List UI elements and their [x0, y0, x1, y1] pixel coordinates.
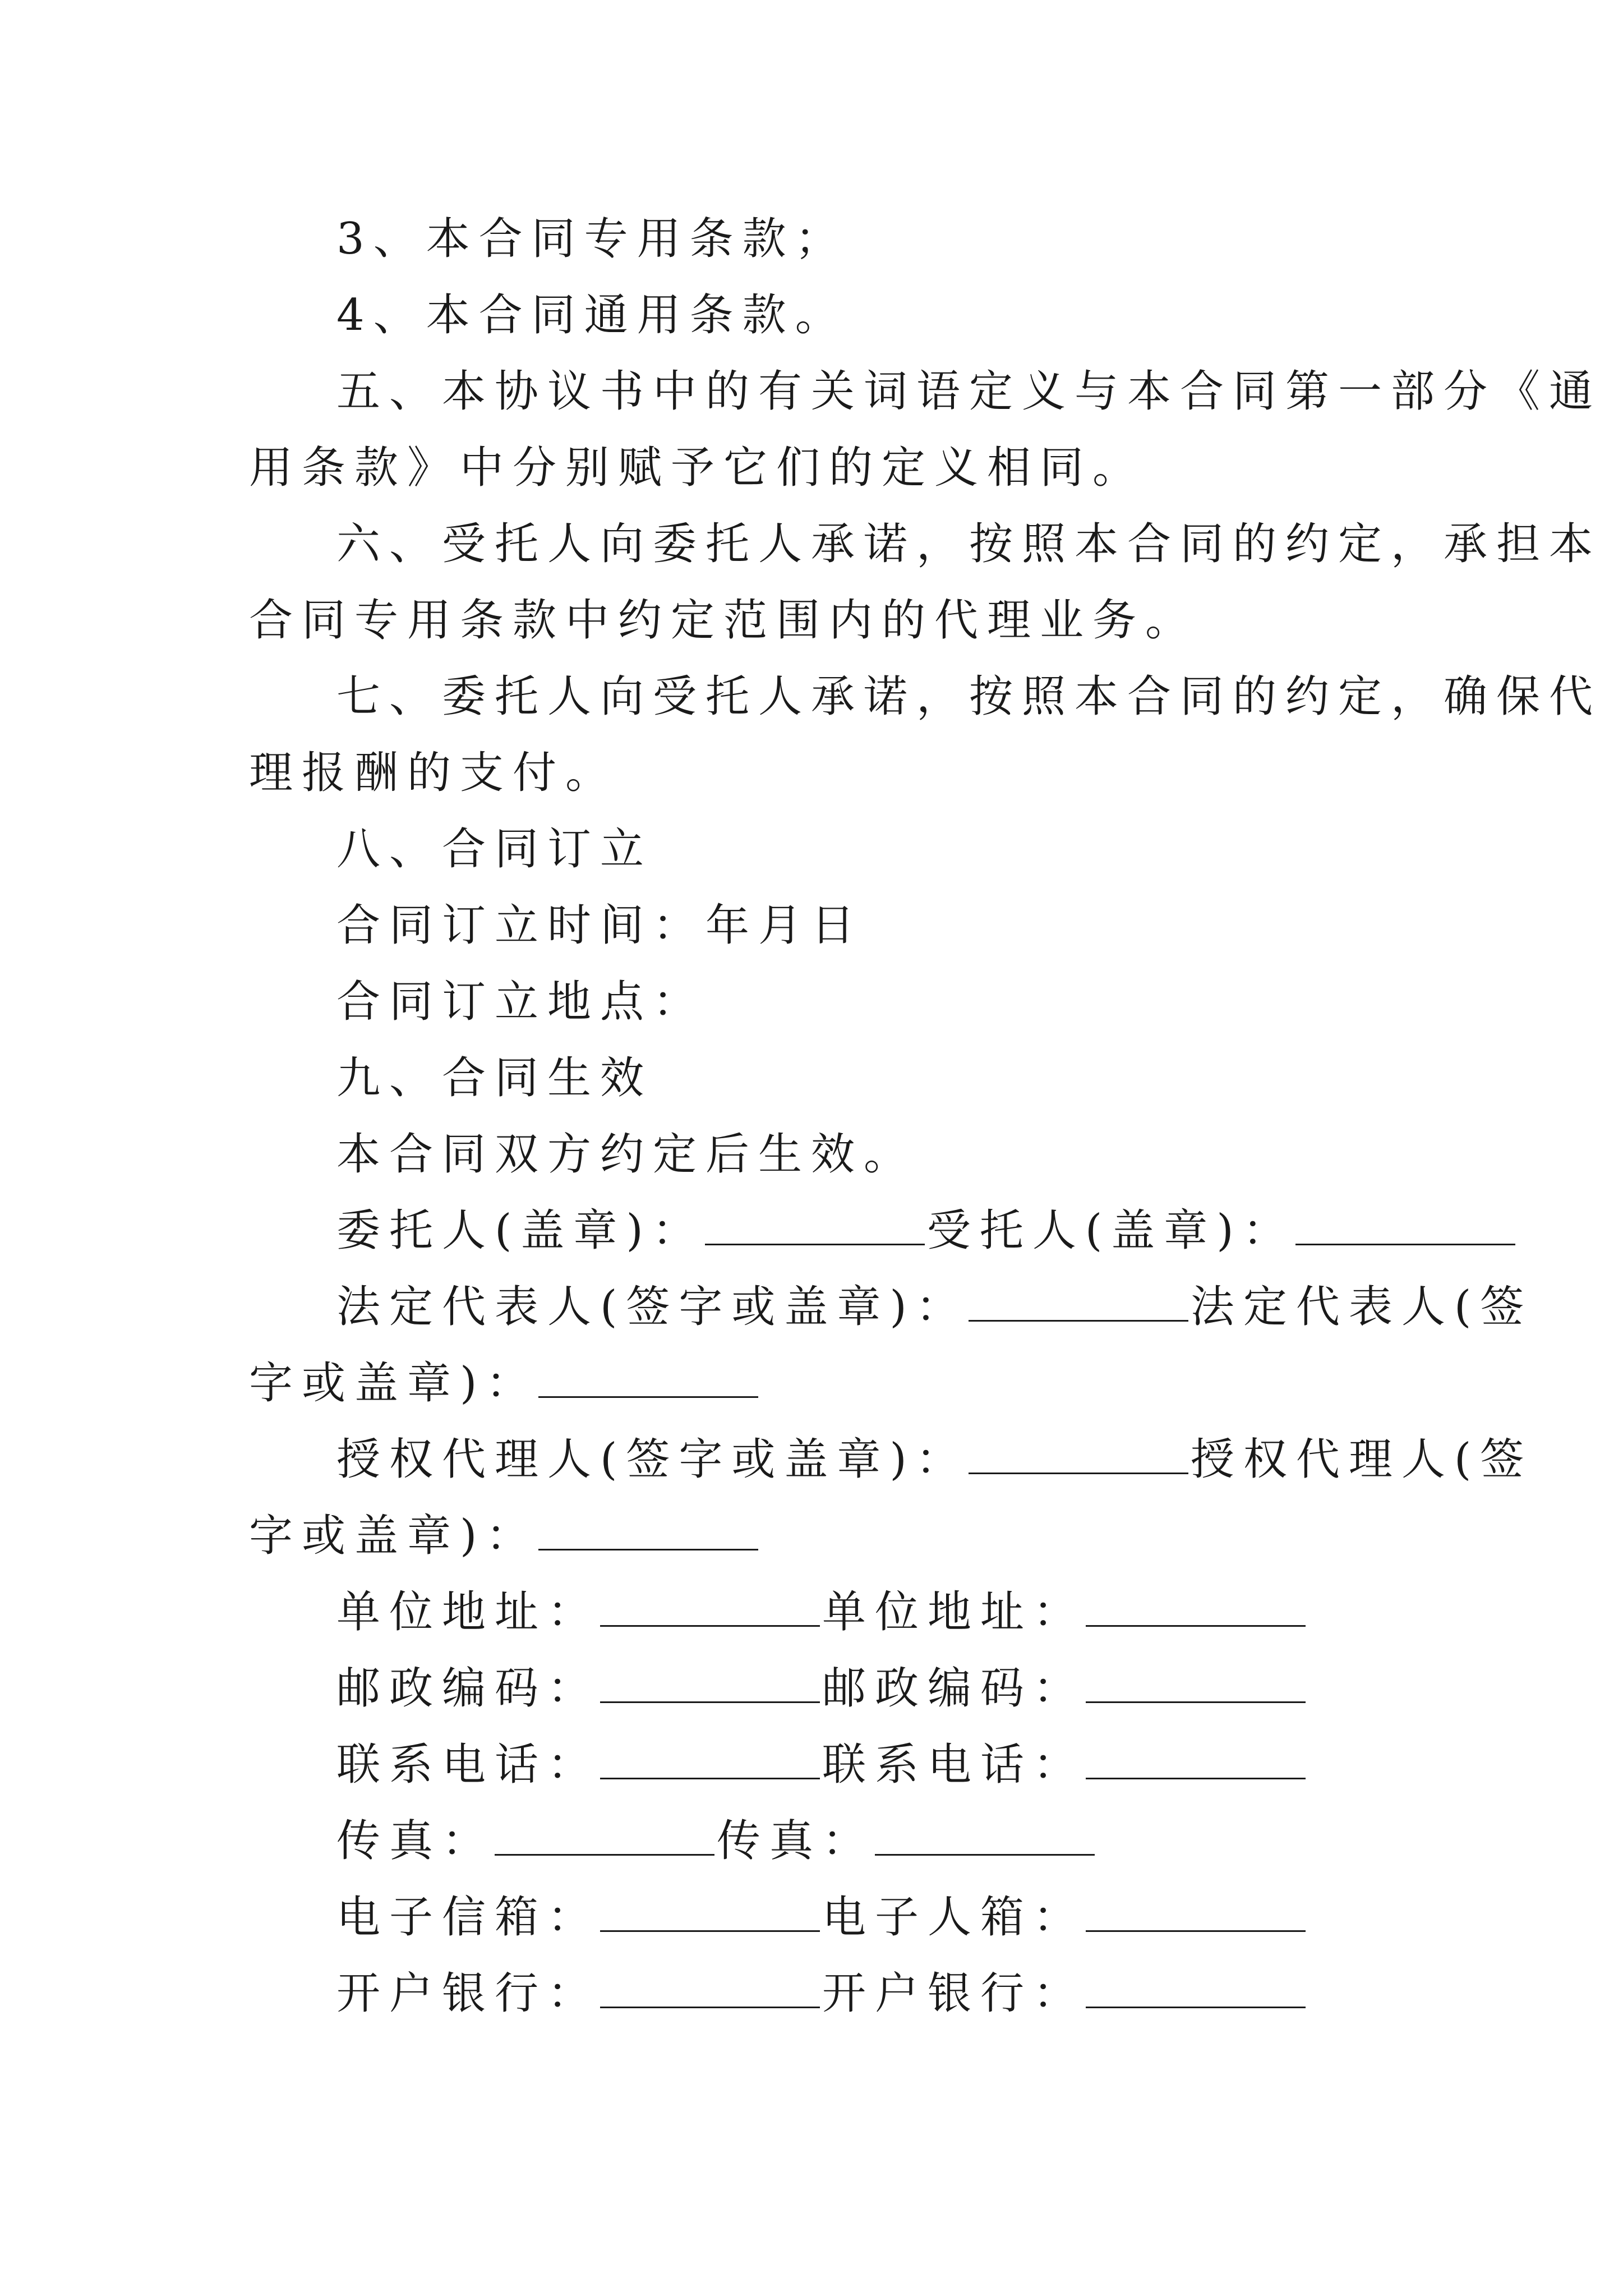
client-bank-blank: [600, 1975, 820, 2008]
client-legal-rep-blank: [969, 1289, 1188, 1322]
trustee-seal-label: 受托人(盖章)：: [926, 1205, 1295, 1256]
trustee-legal-rep-label-cont: 字或盖章)：: [249, 1358, 539, 1409]
fax-row: [336, 1813, 1095, 1869]
clause-6-line-2: 合同专用条款中约定范围内的代理业务。: [249, 595, 1198, 646]
contract-time: 合同订立时间：年月日: [336, 900, 864, 951]
trustee-bank-blank: [1086, 1975, 1306, 2008]
contract-place: 合同订立地点：: [336, 977, 706, 1027]
clause-7-line-1: 七、委托人向受托人承诺，按照本合同的约定，确保代: [336, 671, 1602, 722]
bank-row: [336, 1966, 1306, 2022]
client-fax-label: 传真：: [336, 1816, 495, 1866]
client-bank-label: 开户银行：: [336, 1968, 601, 2019]
trustee-fax-blank: [875, 1823, 1095, 1856]
client-phone-blank: [600, 1746, 820, 1779]
trustee-legal-rep-label: 法定代表人(签: [1190, 1282, 1533, 1332]
trustee-postcode-label: 邮政编码：: [822, 1663, 1086, 1714]
agent-row: [336, 1432, 1533, 1488]
clause-8-heading: 八、合同订立: [336, 824, 653, 875]
trustee-phone-blank: [1086, 1746, 1306, 1779]
clause-5-line-1: 五、本协议书中的有关词语定义与本合同第一部分《通: [336, 366, 1602, 417]
email-row: [336, 1889, 1306, 1945]
client-postcode-blank: [600, 1670, 820, 1703]
seal-row: [336, 1203, 1515, 1259]
client-seal-label: 委托人(盖章)：: [336, 1205, 705, 1256]
clause-5-line-2: 用条款》中分别赋予它们的定义相同。: [249, 443, 1146, 493]
trustee-address-label: 单位地址：: [822, 1587, 1086, 1637]
trustee-agent-label-cont: 字或盖章)：: [249, 1511, 539, 1561]
trustee-bank-label: 开户银行：: [822, 1968, 1086, 2019]
trustee-fax-label: 传真：: [717, 1816, 875, 1866]
trustee-agent-label: 授权代理人(签: [1190, 1434, 1533, 1485]
trustee-agent-blank: [538, 1517, 758, 1550]
legal-rep-row: [336, 1279, 1533, 1335]
clause-9-heading: 九、合同生效: [336, 1053, 653, 1103]
trustee-seal-blank: [1295, 1212, 1515, 1245]
clause-4: 4、本合同通用条款。: [336, 290, 848, 341]
client-legal-rep-label: 法定代表人(签字或盖章)：: [336, 1282, 969, 1332]
trustee-phone-label: 联系电话：: [822, 1740, 1086, 1790]
trustee-address-blank: [1086, 1594, 1306, 1627]
trustee-email-label: 电子人箱：: [822, 1892, 1086, 1943]
client-address-label: 单位地址：: [336, 1587, 601, 1637]
address-row: [336, 1584, 1306, 1640]
client-email-label: 电子信箱：: [336, 1892, 601, 1943]
client-email-blank: [600, 1899, 820, 1932]
trustee-email-blank: [1086, 1899, 1306, 1932]
client-phone-label: 联系电话：: [336, 1740, 601, 1790]
trustee-legal-rep-blank: [538, 1365, 758, 1398]
postcode-row: [336, 1660, 1306, 1717]
client-address-blank: [600, 1594, 820, 1627]
clause-3: 3、本合同专用条款；: [336, 214, 848, 264]
client-agent-blank: [969, 1441, 1188, 1474]
client-seal-blank: [705, 1212, 925, 1245]
client-postcode-label: 邮政编码：: [336, 1663, 601, 1714]
clause-6-line-1: 六、受托人向委托人承诺，按照本合同的约定，承担本: [336, 519, 1602, 569]
clause-7-line-2: 理报酬的支付。: [249, 748, 619, 798]
legal-rep-row-continued: [249, 1355, 758, 1411]
client-agent-label: 授权代理人(签字或盖章)：: [336, 1434, 969, 1485]
clause-9-text: 本合同双方约定后生效。: [336, 1129, 917, 1180]
trustee-postcode-blank: [1086, 1670, 1306, 1703]
agent-row-continued: [249, 1508, 758, 1564]
client-fax-blank: [495, 1823, 714, 1856]
phone-row: [336, 1737, 1306, 1793]
